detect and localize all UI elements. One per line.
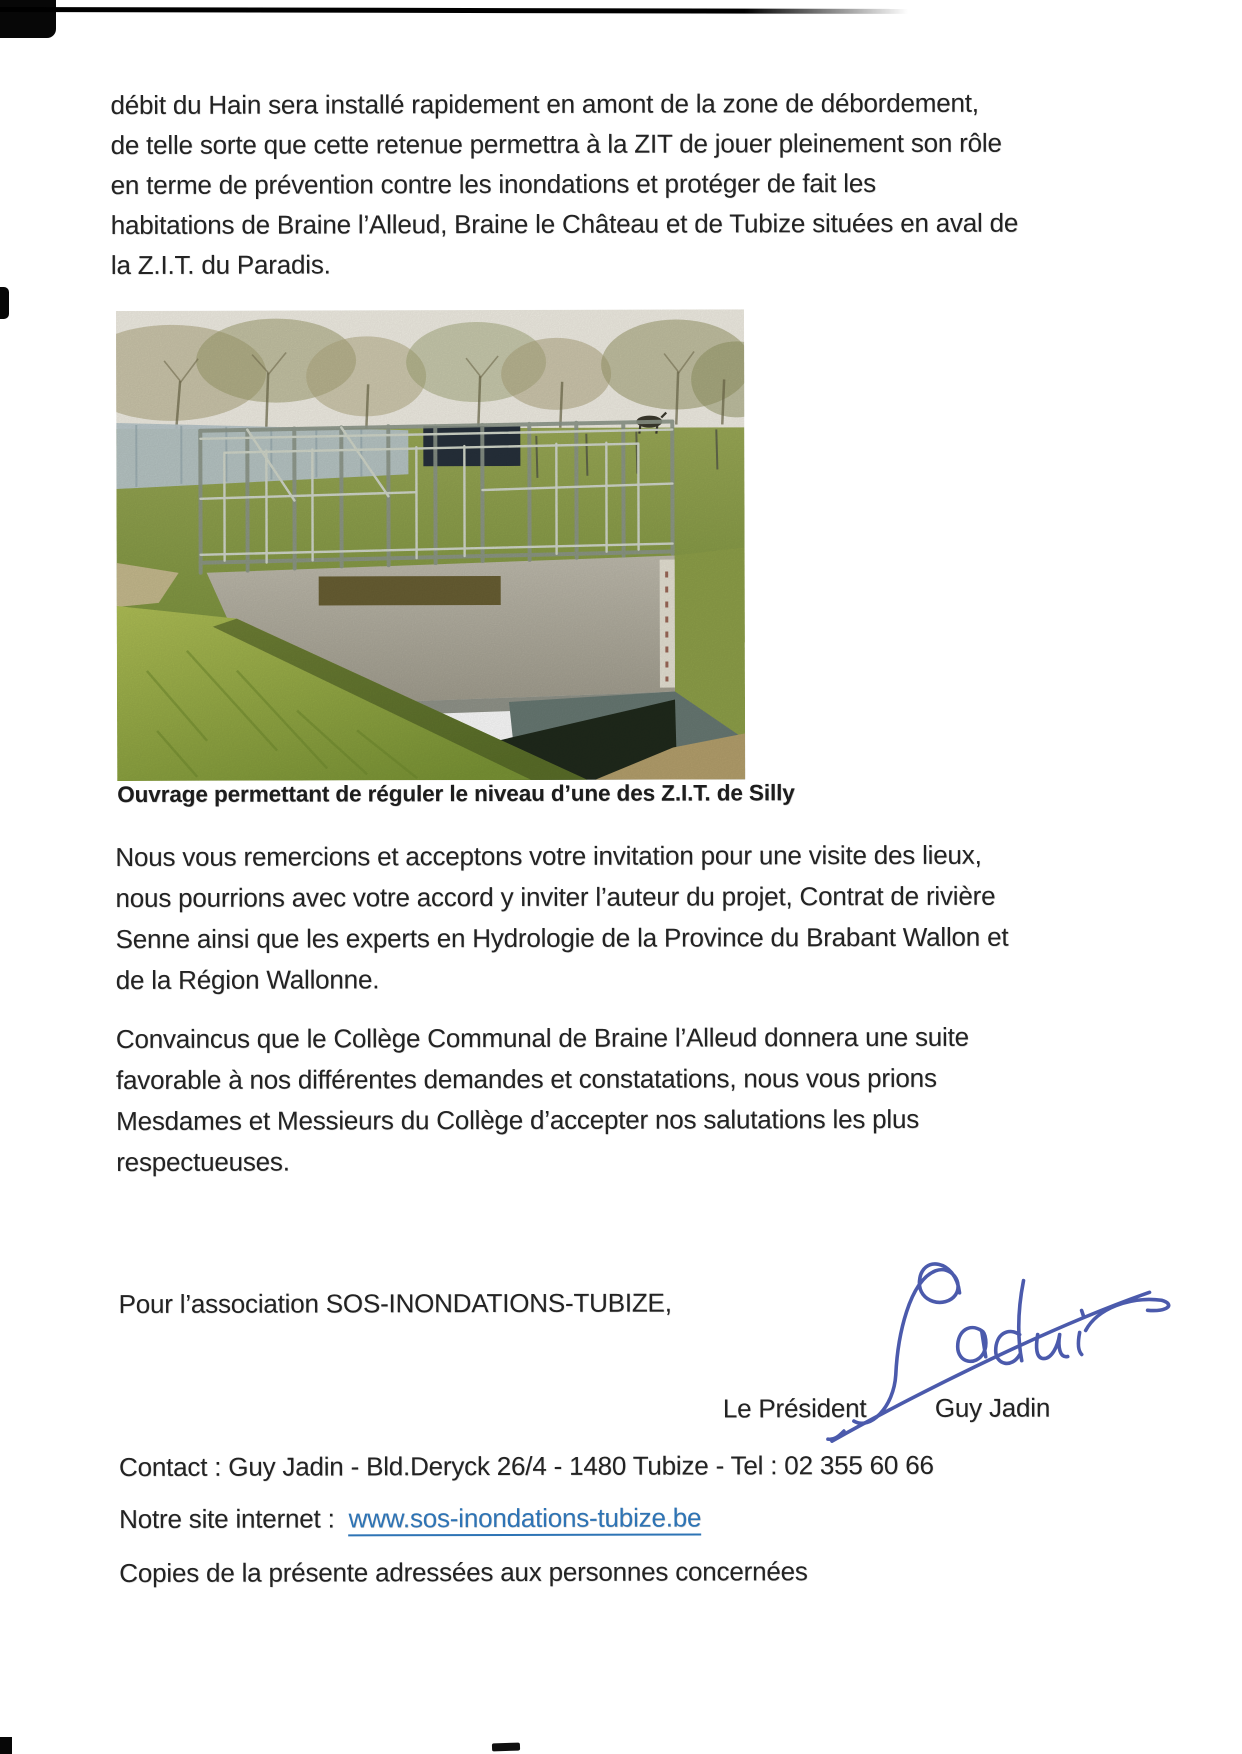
signature-role-label: Le Président bbox=[722, 1393, 867, 1424]
contact-line: Contact : Guy Jadin - Bld.Deryck 26/4 - 1480 Tubize - Tel : 02 355 60 66 bbox=[118, 1449, 934, 1482]
text-line: respectueuses. bbox=[116, 1146, 290, 1177]
website-link[interactable]: www.sos-inondations-tubize.be bbox=[349, 1502, 702, 1536]
text-line: favorable à nos différentes demandes et constatations, nous vous prions bbox=[115, 1062, 937, 1095]
body-paragraph-1 bbox=[110, 83, 1018, 285]
text-line: habitations de Braine l’Alleud, Braine le Château et de Tubize situées en aval de bbox=[110, 207, 1019, 241]
website-line bbox=[119, 1497, 701, 1539]
signature-signer-name: Guy Jadin bbox=[934, 1392, 1051, 1423]
photo-regulation-structure bbox=[116, 309, 745, 781]
photo-grain bbox=[116, 309, 745, 781]
handwritten-signature bbox=[809, 1234, 1180, 1447]
text-line: de telle sorte que cette retenue permettra à la ZIT de jouer pleinement son rôle bbox=[110, 127, 1002, 161]
association-line: Pour l’association SOS-INONDATIONS-TUBIZE, bbox=[118, 1287, 672, 1319]
website-label: Notre site internet : bbox=[119, 1503, 335, 1534]
text-line: Convaincus que le Collège Communal de Braine l’Alleud donnera une suite bbox=[115, 1021, 969, 1054]
text-line: Senne ainsi que les experts en Hydrologie de la Province du Brabant Wallon et bbox=[115, 921, 1009, 954]
photo-caption: Ouvrage permettant de réguler le niveau d’une des Z.I.T. de Silly bbox=[117, 780, 795, 807]
text-line: Nous vous remercions et acceptons votre invitation pour une visite des lieux, bbox=[115, 839, 982, 872]
text-line: Mesdames et Messieurs du Collège d’accepter nos salutations les plus bbox=[116, 1103, 920, 1136]
text-line: la Z.I.T. du Paradis. bbox=[110, 249, 331, 281]
photo-illustration bbox=[116, 309, 745, 781]
body-paragraph-2 bbox=[115, 835, 1008, 1001]
text-line: débit du Hain sera installé rapidement en amont de la zone de débordement, bbox=[110, 87, 979, 121]
body-paragraph-3 bbox=[116, 1017, 969, 1183]
copies-line: Copies de la présente adressées aux personnes concernées bbox=[119, 1556, 808, 1588]
text-line: en terme de prévention contre les inondations et protéger de fait les bbox=[110, 168, 876, 201]
text-line: de la Région Wallonne. bbox=[115, 964, 380, 995]
text-line: nous pourrions avec votre accord y inviter l’auteur du projet, Contrat de rivière bbox=[115, 880, 996, 913]
